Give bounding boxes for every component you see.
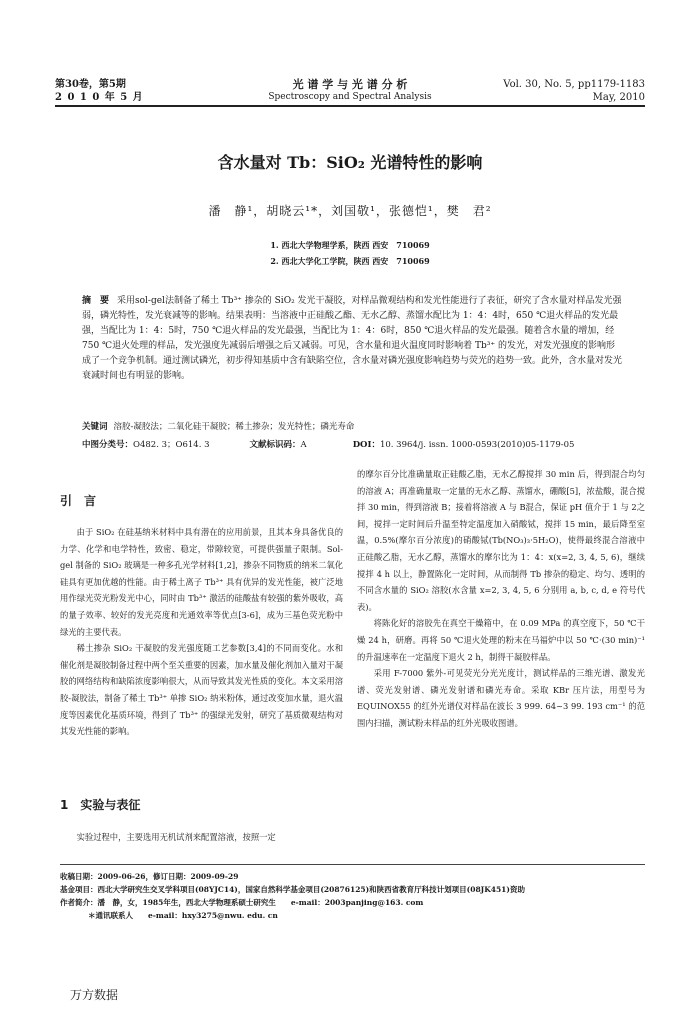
abstract-label: 摘 要: [82, 296, 110, 306]
journal-volume-issue: 第30卷，第5期 2 0 1 0 年 5 月: [55, 79, 144, 103]
doi-label: DOI：: [352, 440, 380, 450]
intro-paragraph-2: 稀土掺杂 SiO₂ 干凝胶的发光强度随工艺参数[3,4]的不同而变化。水和催化剂是凝胶制备过程中两个至关重要的因素，加水量及催化剂加入量对干凝胶的网络结构和缺陷浓度影响很大，从而导致其发光性质的变化。本文采用溶胶-凝胶法，制备了稀土 Tb³⁺ 单掺 SiO₂ 纳米粉体，通过改变加水量，退火温度等因素优化基质环境，得到了 Tb³⁺ 的强绿光发射，研究了基质微观结构对其发光性能的影响。: [60, 643, 343, 737]
abstract: [82, 294, 622, 384]
classification-line: [82, 438, 642, 452]
doc-code-value: A: [300, 440, 307, 450]
footnote-rule: [60, 864, 645, 865]
method-paragraph-2: 采用 F-7000 紫外-可见荧光分光光度计，测试样品的三维光谱、激发光谱、荧光发射谱、磷光发射谱和磷光寿命。采取 KBr 压片法，用型号为 EQUINOX55 的红外光谱仪对样品在波长 3 999. 64~3 99. 193 cm⁻¹ 的范围内扫描，测试粉末样品的红外光吸收图谱。: [357, 668, 645, 728]
intro-body: [60, 524, 343, 740]
clc-value: O482. 3；O614. 3: [133, 440, 210, 450]
journal-name: 光 谱 学 与 光 谱 分 析 Spectroscopy and Spectral Analysis: [268, 78, 432, 102]
author-list: 潘 静¹，胡晓云¹*，刘国敬¹，张德恺¹，樊 君²: [208, 204, 492, 218]
footnotes: [60, 870, 650, 922]
journal-pages: Vol. 30, No. 5, pp1179-1183 May, 2010: [503, 79, 645, 103]
footnote-received: 收稿日期：2009-06-26，修订日期：2009-09-29: [60, 872, 239, 881]
clc-label: 中图分类号：: [82, 440, 134, 450]
method-paragraph-0: 的摩尔百分比准确量取正硅酸乙脂，无水乙醇搅拌 30 min 后，得到混合均匀的溶液 A；再准确量取一定量的无水乙醇、蒸馏水，硼酸[5]，浓盐酸，混合搅拌 30 min，得到溶液 B；接着将溶液 A 与 B混合，保证 pH 值介于 1 与 2之间，搅拌一定时间后升温至特定温度加入硝酸铽，搅拌 15 min，最后降至室温，0.5%(摩尔百分浓度)的硝酸铽(Tb(NO₃)₃·5H₂O)，使得最终混合溶液中正硅酸乙脂，无水乙醇，蒸馏水的摩尔比为 1：4：x(x=2, 3, 4, 5, 6)，继续搅拌 4 h 以上，静置陈化一定时间，从而制得 Tb 掺杂的稳定、均匀、透明的不同含水量的 SiO₂ 溶胶(水含量 x=2, 3, 4, 5, 6 分别用 a, b, c, d, e 符号代表)。: [357, 469, 645, 612]
watermark: 万方数据: [70, 988, 119, 1002]
paper-title: 含水量对 Tb：SiO₂ 光谱特性的影响: [217, 153, 483, 172]
footnote-corresponding: ＊通讯联系人 e-mail：hxy3275@nwu. edu. cn: [88, 911, 278, 920]
doc-code-label: 文献标识码：: [249, 440, 301, 450]
footnote-author: 作者简介：潘 静，女，1985年生，西北大学物理系硕士研究生 e-mail：2003panjing@163. com: [60, 898, 424, 907]
right-column: [357, 466, 645, 732]
keywords-label: 关键词: [82, 422, 108, 432]
method-paragraph-1: 将陈化好的溶胶先在真空干燥箱中，在 0.09 MPa 的真空度下，50 ℃干燥 24 h，研磨。再将 50 ℃退火处理的粉末在马福炉中以 50 ℃·(30 min)⁻¹ 的升温速率在一定温度下退火 2 h，制得干凝胶样品。: [357, 618, 645, 662]
section-1-paragraph-1: 实验过程中，主要选用无机试剂来配置溶液，按照一定: [76, 832, 276, 842]
section-1-heading: 1 实验与表征: [60, 798, 141, 812]
affiliation-1: 1. 西北大学物理学系，陕西 西安 710069: [270, 240, 430, 250]
affiliation-2: 2. 西北大学化工学院，陕西 西安 710069: [270, 256, 430, 266]
abstract-text: 采用sol-gel法制备了稀土 Tb³⁺ 掺杂的 SiO₂ 发光干凝胶，对样品微观结构和发光性能进行了表征，研究了含水量对样品发光强弱，磷光特性，发光衰减等的影响。结果表明：当溶液中正硅酸乙酯、无水乙醇、蒸馏水配比为 1：4：4时，650 ℃退火样品的发光最强，当配比为 1：4：5时，750 ℃退火样品的发光最强，当配比为 1：4：6时，850 ℃退火样品的发光最强。随着含水量的增加，经 750 ℃退火处理的样品，发光强度先减弱后增强之后又减弱。可见，含水量和退火温度同时影响着 Tb³⁺ 的发光，对发光强度的影响形成了一个竞争机制。通过测试磷光，初步得知基质中含有缺陷空位，含水量对磷光强度影响趋势与荧光的趋势一致。此外，含水量对发光衰减时间也有明显的影响。: [82, 296, 623, 381]
footnote-funding: 基金项目：西北大学研究生交叉学科项目(08YJC14)，国家自然科学基金项目(20876125)和陕西省教育厅科技计划项目(08JK451)资助: [60, 885, 525, 894]
keywords-text: 溶胶-凝胶法；二氧化硅干凝胶；稀土掺杂；发光特性；磷光寿命: [113, 422, 355, 432]
intro-paragraph-1: 由于 SiO₂ 在硅基纳米材料中具有潜在的应用前景，且其本身具备优良的力学、化学和电学特性，致密、稳定，带隙较宽，可提供强量子限制。Sol-gel 制备的 SiO₂ 玻璃是一种多孔光学材料[1,2]，掺杂不同物质的纳米二氧化硅具有更加优越的性能。由于稀土离子 Tb³⁺ 具有优异的发光性能，被广泛地用作绿光荧光粉发光中心，同时由 Tb³⁺ 激活的硅酸盐有较强的紫外吸收，高的量子效率、较好的发光亮度和光通效率等优点[3-6]，成为三基色荧光粉中绿光的主要代表。: [60, 527, 343, 637]
doi-value: 10. 3964/j. issn. 1000-0593(2010)05-1179-05: [379, 440, 575, 450]
keywords: [82, 420, 642, 434]
section-1-body: [60, 829, 343, 846]
intro-heading: 引 言: [60, 494, 97, 508]
header-rule: [55, 105, 645, 107]
